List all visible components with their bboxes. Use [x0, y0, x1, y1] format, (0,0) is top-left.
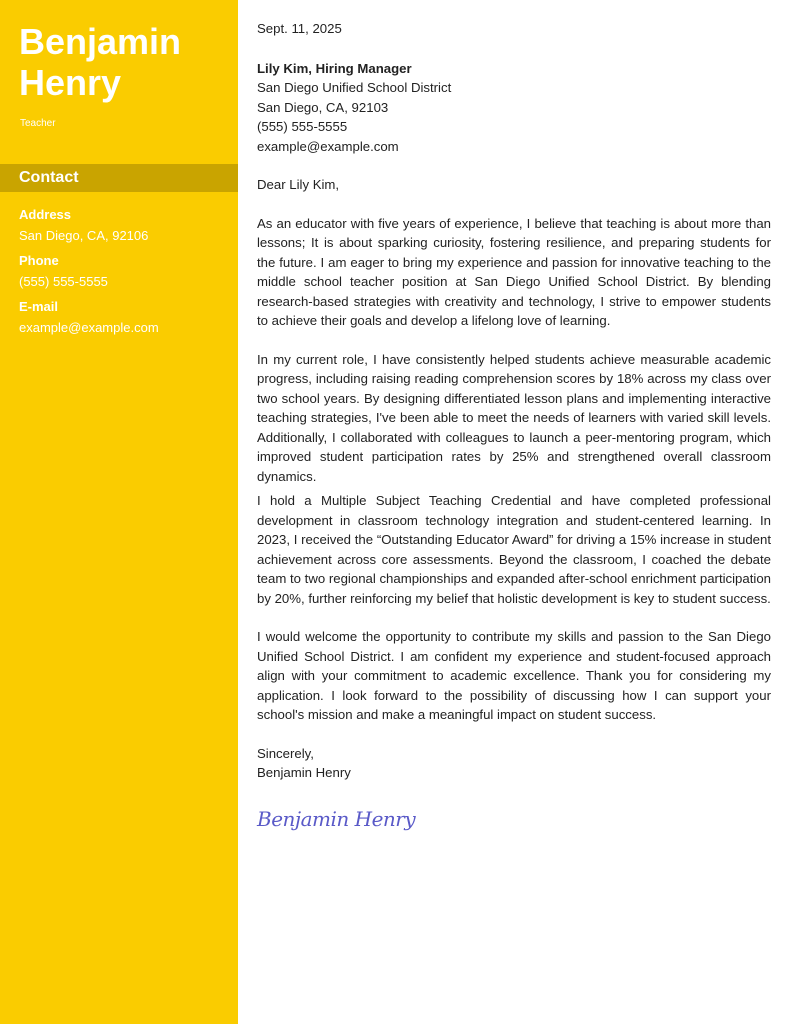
- recipient-organization: San Diego Unified School District: [257, 80, 452, 95]
- contact-heading: Contact: [19, 169, 79, 186]
- closing-phrase: Sincerely,: [257, 745, 314, 761]
- sidebar: [0, 0, 238, 1024]
- closing-block: [257, 744, 771, 783]
- email-value[interactable]: example@example.com: [19, 320, 159, 335]
- paragraph-1: As an educator with five years of experience, I believe that teaching is about more than lessons; It is about sparking curiosity, fostering resilience, and preparing students for the future. I am eager to bring my experience and passion for innovative teaching to the middle school teacher position at San Diego Unified School District. By blending research-based strategies with creativity and technology, I strive to empower students to achieve their goals and develop a lifelong love of learning.: [257, 215, 771, 328]
- letter-content: [257, 19, 771, 833]
- letter-body: [238, 0, 791, 1024]
- applicant-last-name: Henry: [19, 62, 122, 103]
- handwritten-signature: Benjamin Henry: [257, 806, 416, 831]
- contact-list: [19, 207, 229, 345]
- address-value: San Diego, CA, 92106: [19, 228, 149, 243]
- phone-value[interactable]: (555) 555-5555: [19, 274, 108, 289]
- applicant-first-name: Benjamin: [19, 21, 182, 62]
- contact-section-header: [0, 164, 238, 192]
- address-label: Address: [19, 207, 72, 222]
- recipient-email: example@example.com: [257, 138, 399, 154]
- salutation: Dear Lily Kim,: [257, 177, 340, 192]
- recipient-block: [257, 59, 771, 157]
- job-title: Teacher: [20, 118, 56, 129]
- email-label: E-mail: [19, 299, 59, 314]
- paragraph-4: I would welcome the opportunity to contribute my skills and passion to the San Diego Unified School District. I am confident my experience and student-focused approach align with your commitment to academic excellence. Thank you for considering my application. I look forward to the possibility of discussing how I can support your school's mission and make a meaningful impact on student success.: [257, 629, 771, 722]
- sender-name: Benjamin Henry: [257, 765, 351, 780]
- recipient-phone: (555) 555-5555: [257, 119, 348, 134]
- phone-label: Phone: [19, 253, 59, 268]
- paragraph-3: I hold a Multiple Subject Teaching Credential and have completed professional development in classroom technology integration and student-centered learning. In 2023, I received the “Outstanding Educator Award” for driving a 15% increase in student achievement across core assessments. Beyond the classroom, I coached the debate team to two regional championships and expanded after-school enrichment participation by 20%, further reinforcing my belief that holistic development is key to student success.: [257, 493, 771, 606]
- applicant-name: [19, 21, 219, 103]
- recipient-name: Lily Kim, Hiring Manager: [257, 60, 412, 76]
- paragraph-2: In my current role, I have consistently helped students achieve measurable academic progress, including raising reading comprehension scores by 18% across my class over two school years. By designing differentiated lesson plans and implementing interactive teaching strategies, I've been able to meet the needs of learners with varied skill levels. Additionally, I collaborated with colleagues to launch a peer-mentoring program, which improved student participation rates by 25% and strengthened overall classroom dynamics.: [257, 351, 771, 484]
- letter-date: Sept. 11, 2025: [257, 21, 342, 36]
- recipient-city: San Diego, CA, 92103: [257, 99, 389, 115]
